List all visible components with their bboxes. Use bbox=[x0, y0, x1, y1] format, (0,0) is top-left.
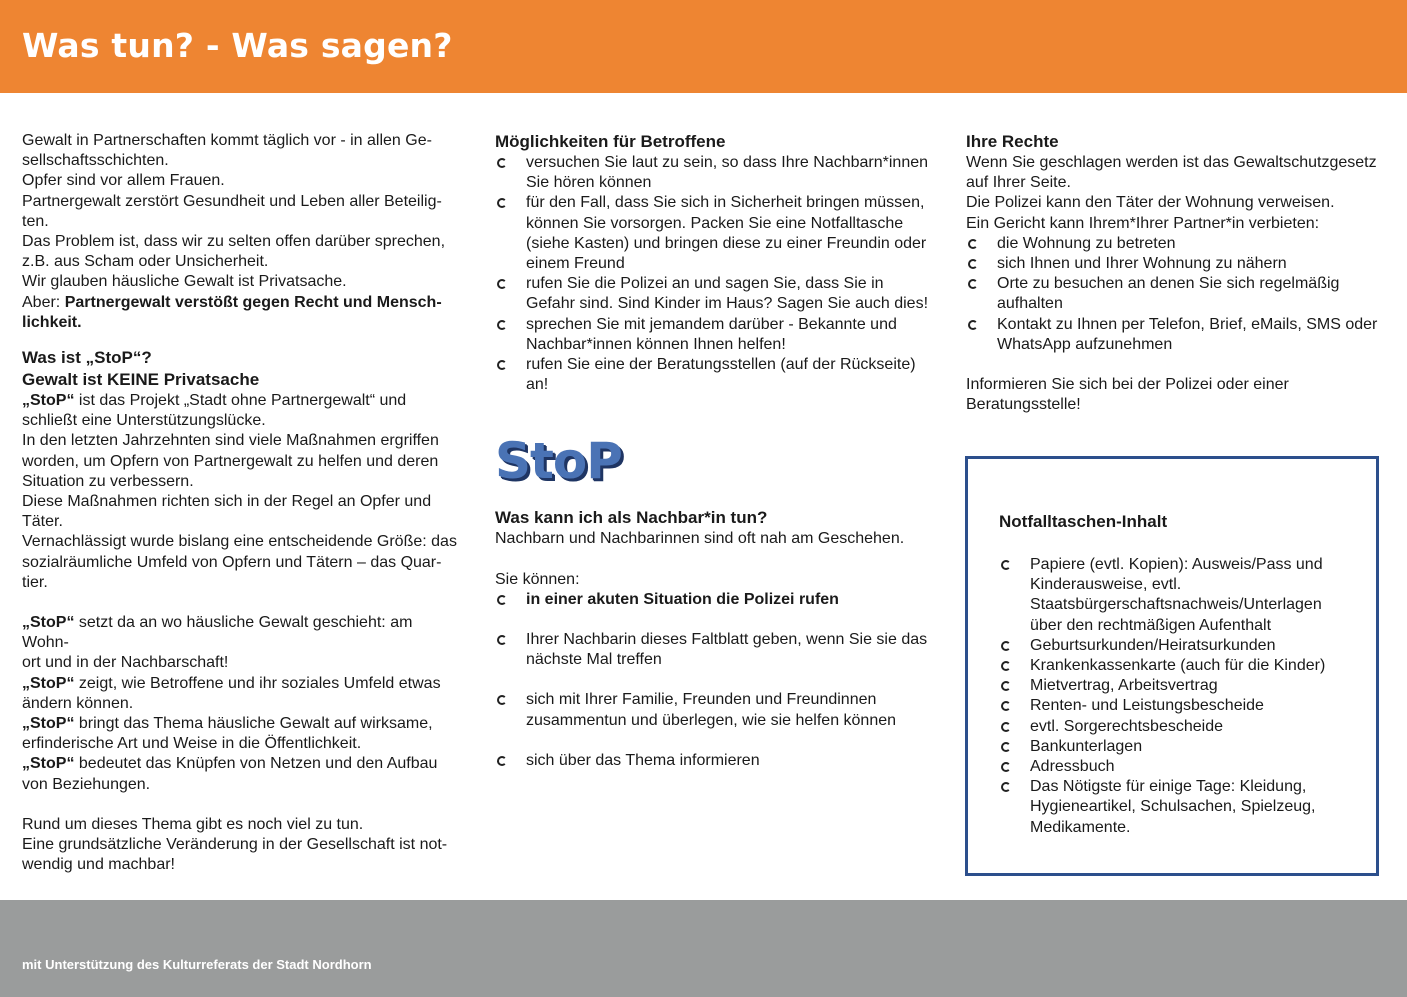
list-item: rufen Sie die Polizei an und sagen Sie, dass Sie in Gefahr sind. Sind Kinder im Haus? Sagen Sie auch dies! bbox=[495, 274, 935, 314]
text-line: Das Problem ist, dass wir zu selten offen darüber sprechen, bbox=[22, 233, 446, 251]
text-line: schließt eine Unterstützungslücke. bbox=[22, 412, 266, 430]
list-item: Bankunterlagen bbox=[999, 737, 1352, 757]
list-item: Adressbuch bbox=[999, 757, 1352, 777]
emergency-bag-list bbox=[999, 555, 1352, 838]
text-line: „StoP“ ist das Projekt „Stadt ohne Partnergewalt“ und bbox=[22, 392, 407, 410]
list-item: rufen Sie eine der Beratungsstellen (auf der Rückseite) an! bbox=[495, 355, 935, 395]
stop-term: „StoP“ bbox=[22, 674, 75, 692]
text-line: sellschaftsschichten. bbox=[22, 152, 169, 170]
text-line: Diese Maßnahmen richten sich in der Regel an Opfer und bbox=[22, 493, 432, 511]
list-item: Ihrer Nachbarin dieses Faltblatt geben, wenn Sie sie das nächste Mal treffen bbox=[495, 630, 935, 670]
text-line: ändern können. bbox=[22, 694, 134, 712]
text-line: lichkeit. bbox=[22, 313, 82, 331]
list-item: sich mit Ihrer Familie, Freunden und Freundinnen zusammentun und überlegen, wie sie helfen können bbox=[495, 690, 935, 730]
text-line: Opfer sind vor allem Frauen. bbox=[22, 172, 225, 190]
options-list bbox=[495, 153, 935, 395]
text-line bbox=[22, 293, 462, 313]
list-item: für den Fall, dass Sie sich in Sicherheit bringen müssen, können Sie vorsorgen. Packen Sie eine Notfalltasche (siehe Kasten) und bringen diese zu einer Freundin oder einem Freund bbox=[495, 193, 935, 274]
list-item: sich Ihnen und Ihrer Wohnung zu nähern bbox=[966, 254, 1386, 274]
text-line: tier. bbox=[22, 573, 48, 591]
section-heading-neighbor: Was kann ich als Nachbar*in tun? bbox=[495, 508, 768, 528]
list-item: versuchen Sie laut zu sein, so dass Ihre Nachbarn*innen Sie hören können bbox=[495, 153, 935, 193]
stop-term: „StoP“ bbox=[22, 755, 75, 773]
list-item: Kontakt zu Ihnen per Telefon, Brief, eMails, SMS oder WhatsApp aufzunehmen bbox=[966, 315, 1386, 355]
list-item: Mietvertrag, Arbeitsvertrag bbox=[999, 676, 1352, 696]
text-line: Situation zu verbessern. bbox=[22, 472, 194, 490]
text-line: Täter. bbox=[22, 513, 63, 531]
neighbor-actions-list bbox=[495, 590, 935, 771]
text-line: Eine grundsätzliche Veränderung in der Gesellschaft ist not- bbox=[22, 836, 448, 854]
section-heading-options: Möglichkeiten für Betroffene bbox=[495, 132, 726, 151]
text-line: Beratungsstelle! bbox=[966, 396, 1081, 414]
text-line: Sie können: bbox=[495, 570, 580, 588]
text-line: ten. bbox=[22, 212, 49, 230]
box-heading: Notfalltaschen-Inhalt bbox=[999, 512, 1168, 531]
text-line: Wir glauben häusliche Gewalt ist Privatsache. bbox=[22, 273, 347, 291]
page-title: Was tun? - Was sagen? bbox=[22, 26, 453, 65]
text-line: erfinderische Art und Weise in die Öffentlichkeit. bbox=[22, 735, 362, 753]
list-item: die Wohnung zu betreten bbox=[966, 234, 1386, 254]
list-item: Krankenkassenkarte (auch für die Kinder) bbox=[999, 656, 1352, 676]
text-line: „StoP“ bedeutet das Knüpfen von Netzen und den Aufbau bbox=[22, 755, 438, 773]
text-line: „StoP“ bringt das Thema häusliche Gewalt auf wirksame, bbox=[22, 715, 433, 733]
text-line: Die Polizei kann den Täter der Wohnung verweisen. bbox=[966, 194, 1335, 212]
aber-bold: Partnergewalt verstößt gegen Recht und Mensch- bbox=[64, 293, 442, 311]
list-item: Orte zu besuchen an denen Sie sich regelmäßig aufhalten bbox=[966, 274, 1386, 314]
text-line: Partnergewalt zerstört Gesundheit und Leben aller Beteilig- bbox=[22, 192, 442, 210]
intro-text bbox=[22, 131, 462, 333]
text-line: In den letzten Jahrzehnten sind viele Maßnahmen ergriffen bbox=[22, 432, 439, 450]
text-line: z.B. aus Scham oder Unsicherheit. bbox=[22, 253, 269, 271]
column-rights bbox=[966, 131, 1386, 415]
section-heading-rights: Ihre Rechte bbox=[966, 132, 1059, 151]
list-item: in einer akuten Situation die Polizei rufen bbox=[495, 590, 935, 610]
page-header bbox=[0, 0, 1407, 93]
text-line: Wenn Sie geschlagen werden ist das Gewaltschutzgesetz bbox=[966, 154, 1377, 171]
text-line: worden, um Opfern von Partnergewalt zu helfen und deren bbox=[22, 452, 439, 470]
section-subheading: Gewalt ist KEINE Privatsache bbox=[22, 370, 260, 390]
page-footer bbox=[0, 900, 1407, 997]
rights-list bbox=[966, 234, 1386, 355]
text-line: sozialräumliche Umfeld von Opfern und Tätern – das Quar- bbox=[22, 553, 442, 571]
text-line: „StoP“ zeigt, wie Betroffene und ihr soziales Umfeld etwas bbox=[22, 674, 441, 692]
text-line: Ein Gericht kann Ihrem*Ihrer Partner*in verbieten: bbox=[966, 214, 1320, 232]
list-item: Das Nötigste für einige Tage: Kleidung, Hygieneartikel, Schulsachen, Spielzeug, Medikamente. bbox=[999, 777, 1352, 838]
list-item: Geburtsurkunden/Heiratsurkunden bbox=[999, 636, 1352, 656]
stop-logo: StoP bbox=[495, 432, 622, 491]
text-line: „StoP“ setzt da an wo häusliche Gewalt geschieht: am Wohn- bbox=[22, 614, 413, 652]
text-line: wendig und machbar! bbox=[22, 856, 175, 874]
section-heading-stop: Was ist „StoP“? bbox=[22, 348, 152, 368]
stop-term: „StoP“ bbox=[22, 614, 75, 632]
text-line: Vernachlässigt wurde bislang eine entscheidende Größe: das bbox=[22, 533, 457, 551]
column-intro bbox=[22, 131, 462, 876]
list-item: sprechen Sie mit jemandem darüber - Bekannte und Nachbar*innen können Ihnen helfen! bbox=[495, 315, 935, 355]
list-item: evtl. Sorgerechtsbescheide bbox=[999, 717, 1352, 737]
text-line: Nachbarn und Nachbarinnen sind oft nah am Geschehen. bbox=[495, 530, 905, 548]
stop-term: „StoP“ bbox=[22, 392, 75, 410]
text-line: Rund um dieses Thema gibt es noch viel zu tun. bbox=[22, 815, 364, 833]
text-line: ort und in der Nachbarschaft! bbox=[22, 654, 229, 672]
list-item: Papiere (evtl. Kopien): Ausweis/Pass und Kinderausweise, evtl. Staatsbürgerschaftsnachweis/Unterlagen über den rechtmäßigen Aufenthalt bbox=[999, 555, 1352, 636]
footer-credit: mit Unterstützung des Kulturreferats der Stadt Nordhorn bbox=[22, 957, 372, 972]
aber-prefix: Aber: bbox=[22, 293, 65, 311]
text-line: auf Ihrer Seite. bbox=[966, 174, 1071, 192]
list-item: sich über das Thema informieren bbox=[495, 751, 935, 771]
stop-term: „StoP“ bbox=[22, 715, 75, 733]
text-line: Gewalt in Partnerschaften kommt täglich vor - in allen Ge- bbox=[22, 132, 432, 149]
column-options bbox=[495, 131, 935, 791]
text-line: Informieren Sie sich bei der Polizei oder einer bbox=[966, 376, 1289, 394]
list-item: Renten- und Leistungsbescheide bbox=[999, 696, 1352, 716]
text-line: von Beziehungen. bbox=[22, 775, 151, 793]
emergency-bag-box bbox=[965, 456, 1379, 876]
